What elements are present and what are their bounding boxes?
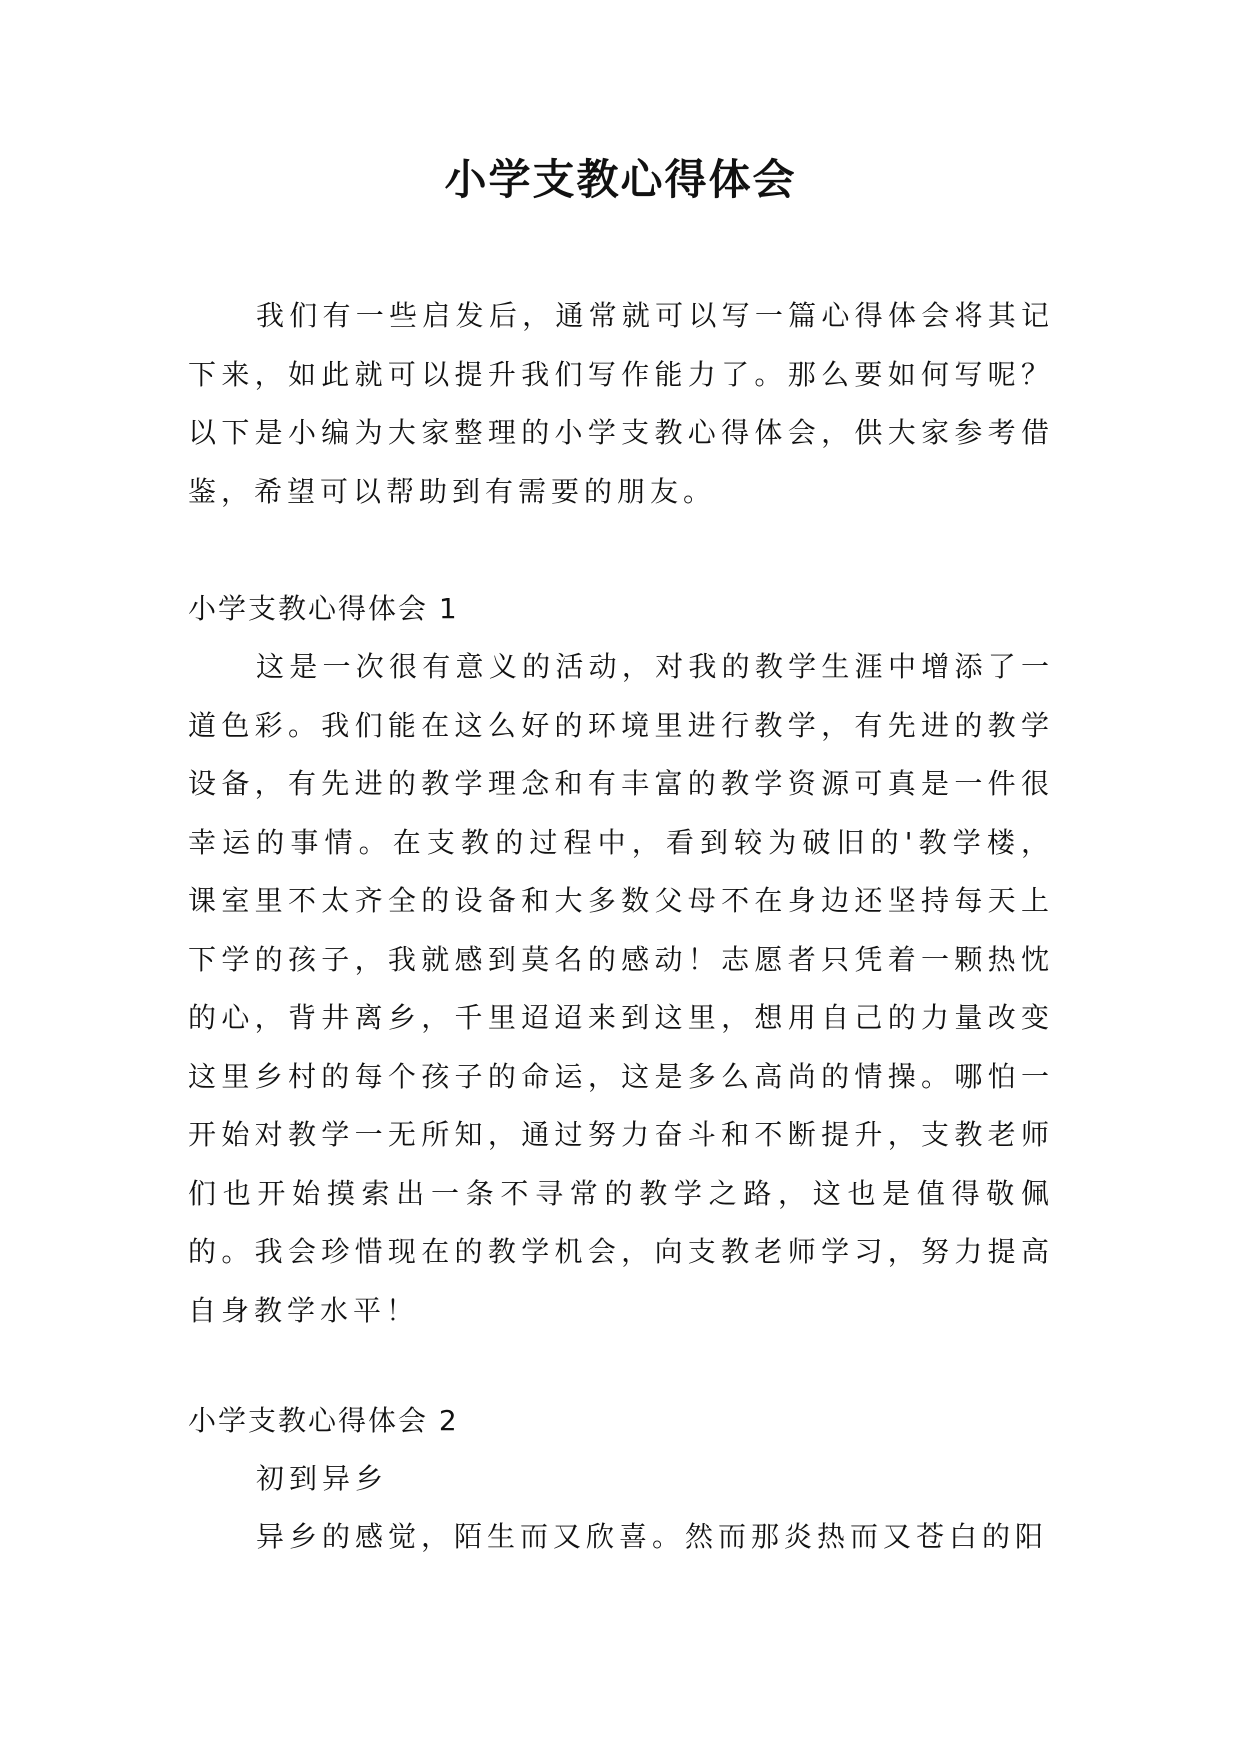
intro-paragraph: 我们有一些启发后，通常就可以写一篇心得体会将其记下来，如此就可以提升我们写作能力了。那么要如何写呢？以下是小编为大家整理的小学支教心得体会，供大家参考借鉴，希望可以帮助到有需要的朋友。 — [188, 299, 1054, 508]
section-2-paragraph: 异乡的感觉，陌生而又欣喜。然而那炎热而又苍白的阳 — [256, 1520, 1049, 1553]
section-2-heading: 小学支教心得体会 2 — [188, 1404, 459, 1437]
section-1-heading: 小学支教心得体会 1 — [188, 592, 459, 625]
section-1-paragraph: 这是一次很有意义的活动，对我的教学生涯中增添了一道色彩。我们能在这么好的环境里进行教学，有先进的教学设备，有先进的教学理念和有丰富的教学资源可真是一件很幸运的事情。在支教的过程中，看到较为破旧的'教学楼，课室里不太齐全的设备和大多数父母不在身边还坚持每天上下学的孩子，我就感到莫名的感动！志愿者只凭着一颗热忱的心，背井离乡，千里迢迢来到这里，想用自己的力量改变这里乡村的每个孩子的命运，这是多么高尚的情操。哪怕一开始对教学一无所知，通过努力奋斗和不断提升，支教老师们也开始摸索出一条不寻常的教学之路，这也是值得敬佩的。我会珍惜现在的教学机会，向支教老师学习，努力提高自身教学水平！ — [188, 650, 1054, 1327]
document-title: 小学支教心得体会 — [444, 155, 797, 204]
section-2-subheading: 初到异乡 — [256, 1462, 389, 1495]
